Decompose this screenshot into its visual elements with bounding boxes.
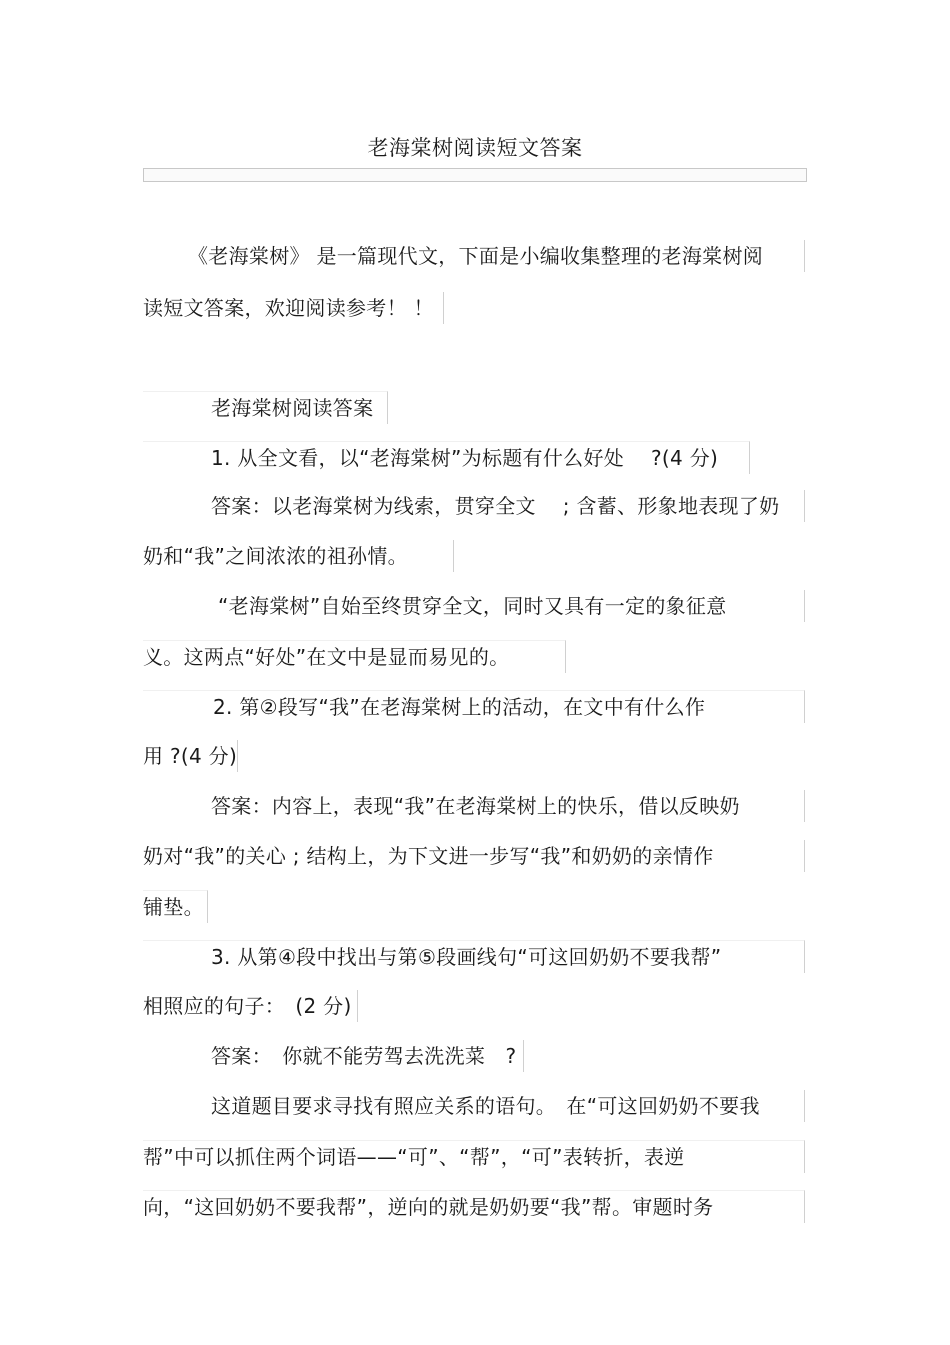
answer-2-line-3: 铺垫。 xyxy=(143,890,208,923)
title-divider xyxy=(143,168,807,182)
intro-line-1: 《老海棠树》 是一篇现代文，下面是小编收集整理的老海棠树阅 xyxy=(188,240,805,272)
section-heading: 老海棠树阅读答案 xyxy=(143,391,388,424)
answer-3: 答案： 你就不能劳驾去洗洗菜 ? xyxy=(143,1040,524,1072)
answer-1-line-2: 奶和“我”之间浓浓的祖孙情。 xyxy=(143,540,454,572)
intro-line-2: 读短文答案，欢迎阅读参考！ ！ xyxy=(143,292,444,324)
explain-3-line-1: 这道题目要求寻找有照应关系的语句。 在“可这回奶奶不要我 xyxy=(143,1090,805,1122)
question-3-line-1: 3. 从第④段中找出与第⑤段画线句“可这回奶奶不要我帮” xyxy=(143,940,805,973)
question-2-line-1: 2. 第②段写“我”在老海棠树上的活动，在文中有什么作 xyxy=(143,690,805,723)
answer-2-line-2: 奶对“我”的关心 ; 结构上，为下文进一步写“我”和奶奶的亲情作 xyxy=(143,840,805,872)
question-1: 1. 从全文看，以“老海棠树”为标题有什么好处 ?(4 分) xyxy=(143,441,750,474)
explain-1-line-2: 义。这两点“好处”在文中是显而易见的。 xyxy=(143,640,566,673)
question-3-line-2: 相照应的句子： (2 分) xyxy=(143,990,358,1022)
answer-1-line-1: 答案：以老海棠树为线索，贯穿全文 ; 含蓄、形象地表现了奶 xyxy=(143,490,805,522)
question-2-line-2: 用 ?(4 分) xyxy=(143,740,238,772)
explain-3-line-3: 向，“这回奶奶不要我帮”，逆向的就是奶奶要“我”帮。审题时务 xyxy=(143,1190,805,1223)
explain-3-line-2: 帮”中可以抓住两个词语——“可”、“帮”，“可”表转折，表逆 xyxy=(143,1140,805,1173)
document-title: 老海棠树阅读短文答案 xyxy=(367,136,583,160)
explain-1-line-1: “老海棠树”自始至终贯穿全文，同时又具有一定的象征意 xyxy=(143,590,805,622)
answer-2-line-1: 答案：内容上，表现“我”在老海棠树上的快乐，借以反映奶 xyxy=(143,790,805,822)
